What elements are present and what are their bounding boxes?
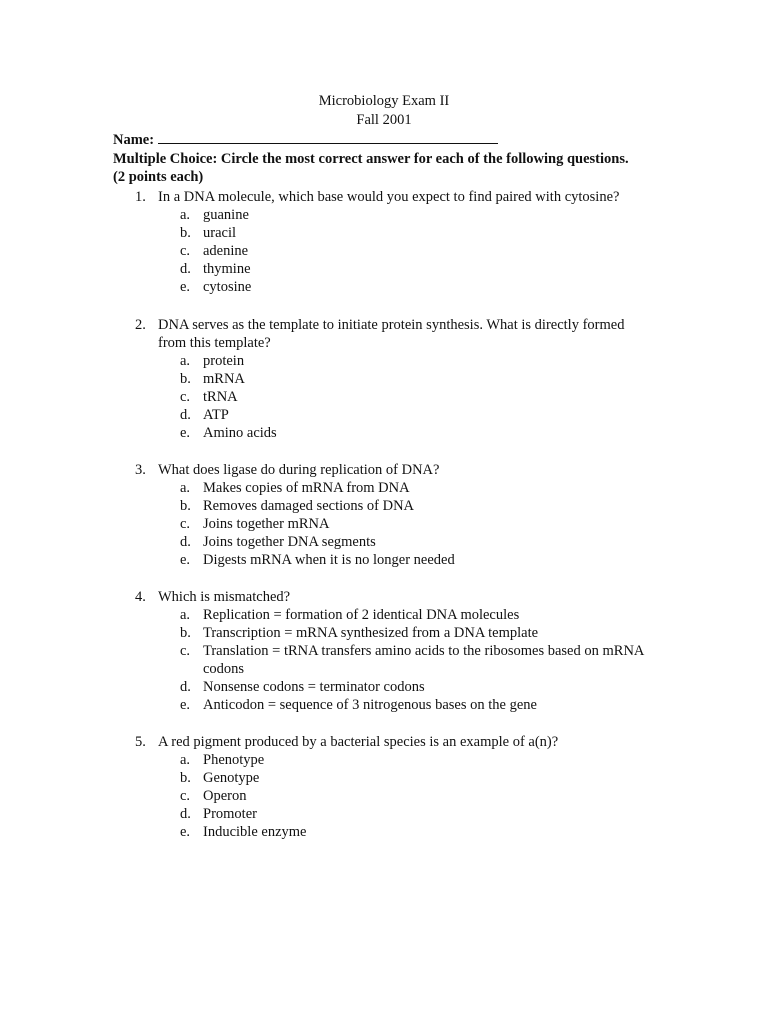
- option-b[interactable]: [135, 370, 655, 388]
- question-stem: [135, 588, 655, 606]
- option-letter: c.: [180, 516, 191, 532]
- option-text: Genotype: [203, 770, 260, 786]
- option-letter: a.: [180, 752, 191, 768]
- option-text: Anticodon = sequence of 3 nitrogenous bases on the gene: [203, 697, 537, 713]
- exam-title: Microbiology Exam II: [318, 93, 450, 109]
- option-text: Nonsense codons = terminator codons: [203, 679, 425, 695]
- option-text: ATP: [203, 407, 229, 423]
- question-number: 4.: [135, 589, 146, 605]
- option-b[interactable]: [135, 497, 655, 515]
- option-text: cytosine: [203, 279, 252, 295]
- option-letter: d.: [180, 806, 191, 822]
- question-3: [135, 461, 655, 569]
- question-stem: [135, 188, 655, 206]
- option-letter: e.: [180, 824, 191, 840]
- option-letter: c.: [180, 389, 191, 405]
- question-text: A red pigment produced by a bacterial species is an example of a(n)?: [158, 734, 559, 750]
- points-note: (2 points each): [113, 169, 204, 185]
- option-letter: b.: [180, 371, 191, 387]
- option-letter: e.: [180, 425, 191, 441]
- option-text: protein: [203, 353, 245, 369]
- option-letter: d.: [180, 679, 191, 695]
- option-text: Promoter: [203, 806, 257, 822]
- option-letter: b.: [180, 770, 191, 786]
- option-list: [135, 352, 655, 442]
- question-5: [135, 733, 655, 841]
- option-a[interactable]: [135, 606, 655, 624]
- option-text: uracil: [203, 225, 237, 241]
- option-d[interactable]: [135, 260, 655, 278]
- option-letter: d.: [180, 407, 191, 423]
- option-text: guanine: [203, 207, 249, 223]
- option-c[interactable]: [135, 515, 655, 533]
- option-text: Digests mRNA when it is no longer needed: [203, 552, 455, 568]
- exam-term: Fall 2001: [356, 112, 412, 128]
- question-stem: [135, 461, 655, 479]
- option-a[interactable]: [135, 751, 655, 769]
- option-c[interactable]: [135, 642, 655, 678]
- option-list: [135, 606, 655, 714]
- option-list: [135, 206, 655, 296]
- option-text: Removes damaged sections of DNA: [203, 498, 415, 514]
- option-letter: c.: [180, 788, 191, 804]
- option-text: Amino acids: [203, 425, 277, 441]
- option-a[interactable]: [135, 206, 655, 224]
- question-number: 5.: [135, 734, 146, 750]
- option-e[interactable]: [135, 696, 655, 714]
- option-text: Joins together DNA segments: [203, 534, 376, 550]
- option-text: mRNA: [203, 371, 245, 387]
- option-letter: b.: [180, 625, 191, 641]
- option-e[interactable]: [135, 551, 655, 569]
- option-letter: c.: [180, 243, 191, 259]
- option-a[interactable]: [135, 352, 655, 370]
- option-text: Phenotype: [203, 752, 265, 768]
- option-letter: a.: [180, 207, 191, 223]
- question-4: [135, 588, 655, 714]
- question-text: What does ligase do during replication of DNA?: [158, 462, 440, 478]
- option-letter: b.: [180, 498, 191, 514]
- option-d[interactable]: [135, 678, 655, 696]
- question-text: DNA serves as the template to initiate protein synthesis. What is directly formed from this template?: [158, 317, 625, 351]
- option-text: Translation = tRNA transfers amino acids to the ribosomes based on mRNA codons: [203, 643, 644, 677]
- option-e[interactable]: [135, 424, 655, 442]
- question-text: In a DNA molecule, which base would you expect to find paired with cytosine?: [158, 189, 620, 205]
- option-d[interactable]: [135, 406, 655, 424]
- option-text: Inducible enzyme: [203, 824, 307, 840]
- instructions: Multiple Choice: Circle the most correct answer for each of the following questions.: [113, 151, 629, 167]
- option-text: Joins together mRNA: [203, 516, 330, 532]
- option-text: thymine: [203, 261, 251, 277]
- option-letter: b.: [180, 225, 191, 241]
- option-b[interactable]: [135, 769, 655, 787]
- question-number: 1.: [135, 189, 146, 205]
- option-letter: a.: [180, 480, 191, 496]
- option-text: Operon: [203, 788, 247, 804]
- option-e[interactable]: [135, 823, 655, 841]
- question-2: [135, 316, 655, 442]
- option-c[interactable]: [135, 388, 655, 406]
- option-a[interactable]: [135, 479, 655, 497]
- option-letter: d.: [180, 261, 191, 277]
- option-letter: a.: [180, 607, 191, 623]
- option-letter: e.: [180, 279, 191, 295]
- question-number: 3.: [135, 462, 146, 478]
- option-text: adenine: [203, 243, 249, 259]
- question-text: Which is mismatched?: [158, 589, 291, 605]
- option-d[interactable]: [135, 533, 655, 551]
- question-1: [135, 188, 655, 296]
- option-list: [135, 479, 655, 569]
- name-line: [113, 131, 498, 149]
- option-text: Transcription = mRNA synthesized from a DNA template: [203, 625, 539, 641]
- option-letter: a.: [180, 353, 191, 369]
- name-blank[interactable]: [158, 131, 498, 144]
- option-c[interactable]: [135, 787, 655, 805]
- question-stem: [135, 316, 655, 352]
- option-text: Replication = formation of 2 identical DNA molecules: [203, 607, 520, 623]
- option-letter: e.: [180, 697, 191, 713]
- question-number: 2.: [135, 317, 146, 333]
- option-b[interactable]: [135, 624, 655, 642]
- name-label: Name:: [113, 132, 155, 148]
- option-letter: d.: [180, 534, 191, 550]
- option-text: tRNA: [203, 389, 238, 405]
- option-e[interactable]: [135, 278, 655, 296]
- option-d[interactable]: [135, 805, 655, 823]
- option-letter: e.: [180, 552, 191, 568]
- question-stem: [135, 733, 655, 751]
- option-text: Makes copies of mRNA from DNA: [203, 480, 410, 496]
- option-c[interactable]: [135, 242, 655, 260]
- option-b[interactable]: [135, 224, 655, 242]
- option-list: [135, 751, 655, 841]
- option-letter: c.: [180, 643, 191, 659]
